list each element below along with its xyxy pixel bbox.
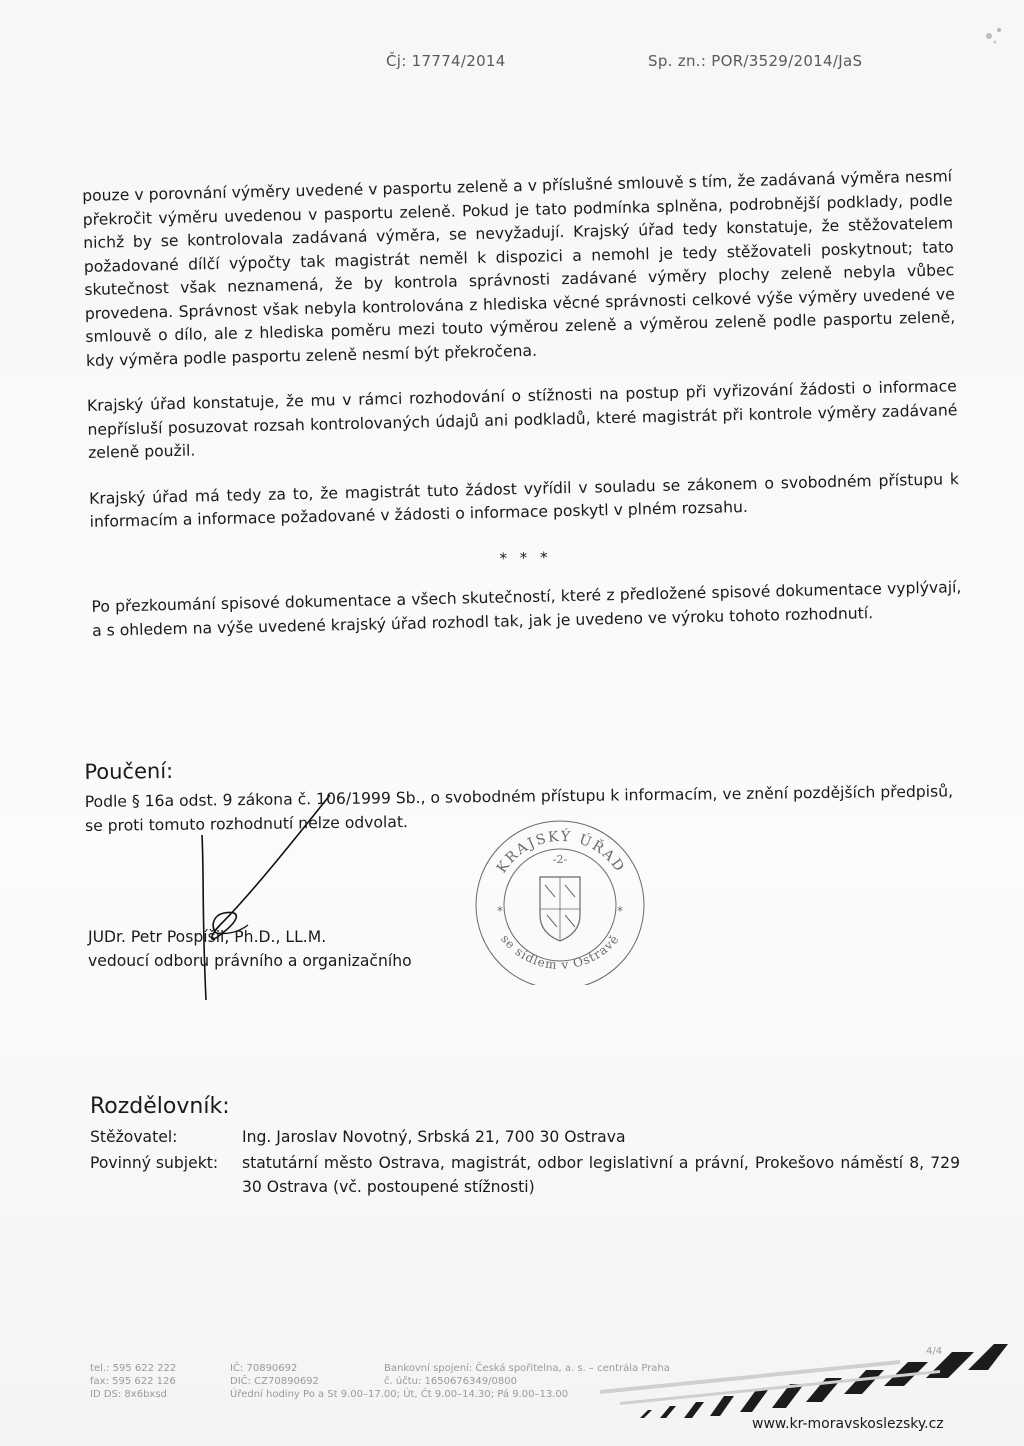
stamp-bottom-text: se sídlem v Ostravě — [498, 931, 622, 973]
footer-phone: tel.: 595 622 222 — [90, 1363, 177, 1374]
footer-ico: IČ: 70890692 — [230, 1363, 298, 1374]
official-stamp — [465, 815, 655, 985]
distribution-row — [90, 1125, 960, 1149]
website-link[interactable]: www.kr-moravskoslezsky.cz — [752, 1416, 944, 1432]
distribution-title: Rozdělovník: — [90, 1094, 230, 1119]
signatory — [88, 925, 412, 973]
paragraph-1: pouze v porovnání výměry uvedené v pasportu zeleně a v příslušné smlouvě s tím, že zadávaná výměra nesmí překročit výměru uvedenou v pasportu zeleně. Pokud je tato podmínka splněna, podrobnější podklady, podle nichž by se kontrolovala zadávaná výměra, se nevyžadují. Krajský úřad tedy konstatuje, že stěžovatelem požadované dílčí výpočty tak magistrát neměl k dispozici a nemohl je tedy stěžovateli poskytnout; tato skutečnost však neznamená, že by kontrola správnosti zadávané výměry plochy zeleně nebyla vůbec provedena. Správnost však nebyla kontrolována z hlediska věcné správnosti celkové výše výměry uvedené ve smlouvě o dílo, ale z hlediska poměru mezi touto výměrou zeleně a výměrou zeleně podle pasportu zeleně, kdy výměra podle pasportu zeleně nesmí být překročena. — [82, 167, 956, 370]
reference-number: Čj: 17774/2014 — [386, 52, 506, 70]
stamp-number: -2- — [552, 853, 568, 866]
footer-account: č. účtu: 1650676349/0800 — [384, 1376, 517, 1387]
svg-text:*: * — [617, 904, 623, 918]
distribution-value: statutární město Ostrava, magistrát, odbor legislativní a právní, Prokešovo náměstí 8, 729 30 Ostrava (vč. postoupené stížnosti) — [242, 1154, 960, 1196]
distribution-value: Ing. Jaroslav Novotný, Srbská 21, 700 30 Ostrava — [242, 1128, 626, 1146]
signatory-name: JUDr. Petr Pospíšil, Ph.D., LL.M. — [88, 928, 327, 946]
stamp-top-text: KRAJSKÝ ÚŘAD — [493, 828, 629, 877]
footer-hours: Úřední hodiny Po a St 9.00–17.00; Út, Čt 9.00–14.30; Pá 9.00–13.00 — [230, 1389, 569, 1400]
svg-text:*: * — [497, 904, 503, 918]
distribution-row — [90, 1151, 960, 1199]
page-number: 4/4 — [926, 1346, 943, 1357]
instruction-text: Podle § 16a odst. 9 zákona č. 106/1999 Sb., o svobodném přístupu k informacím, ve znění pozdějších předpisů, se proti tomuto rozhodnutí nelze odvolat. — [84, 782, 954, 835]
distribution-label: Stěžovatel: — [90, 1128, 178, 1146]
footer-data-box: ID DS: 8x6bxsd — [90, 1389, 167, 1400]
footer-bank: Bankovní spojení: Česká spořitelna, a. s. – centrála Praha — [384, 1363, 670, 1374]
distribution-label: Povinný subjekt: — [90, 1154, 219, 1172]
paragraph-2: Krajský úřad konstatuje, že mu v rámci rozhodování o stížnosti na postup při vyřizování žádosti o informace nepřísluší posuzovat rozsah kontrolovaných údajů ani podkladů, které magistrát při kontrole výměry zadávané zeleně použil. — [86, 377, 958, 462]
document-header — [386, 52, 863, 70]
main-text — [82, 165, 963, 665]
signatory-role: vedoucí odboru právního a organizačního — [88, 952, 412, 970]
distribution-list — [90, 1095, 960, 1201]
footer-dic: DIČ: CZ70890692 — [230, 1376, 319, 1387]
footer-fax: fax: 595 622 126 — [90, 1376, 176, 1387]
scan-smudge-icon — [975, 20, 1015, 60]
instruction-title: Poučení: — [84, 758, 174, 784]
paragraph-3: Krajský úřad má tedy za to, že magistrát tuto žádost vyřídil v souladu se zákonem o svobodném přístupu k informacím a informace požadované v žádosti o informace poskytl v plném rozsahu. — [88, 469, 960, 531]
file-number: Sp. zn.: POR/3529/2014/JaS — [648, 52, 863, 70]
paragraph-4: Po přezkoumání spisové dokumentace a všech skutečností, které z předložené spisové dokumentace vyplývají, a s ohledem na výše uvedené krajský úřad rozhodl tak, jak je uvedeno ve výroku tohoto rozhodnutí. — [91, 578, 962, 640]
section-separator: * * * — [499, 547, 552, 568]
